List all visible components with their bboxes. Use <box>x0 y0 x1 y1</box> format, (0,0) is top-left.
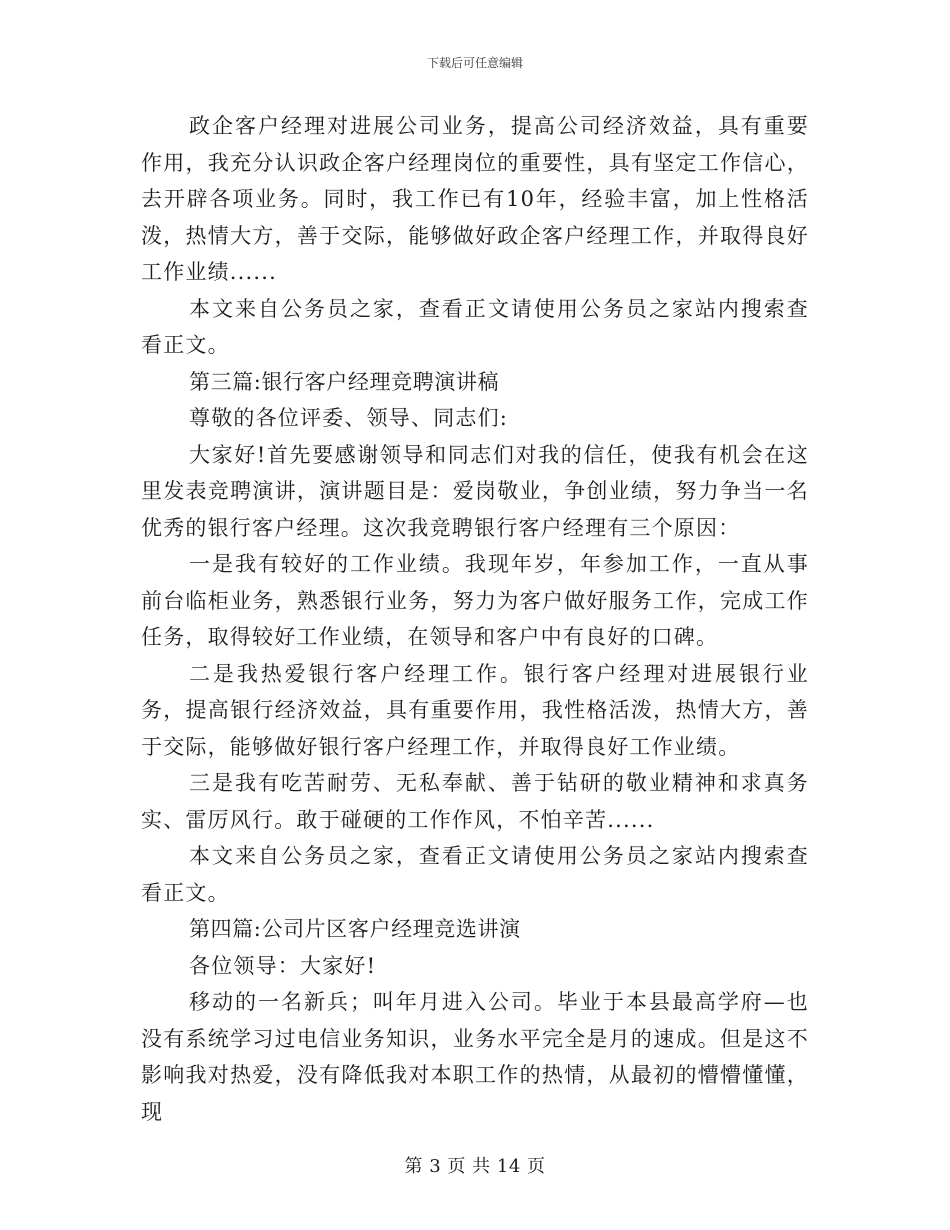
footer-suffix: 页 <box>527 1156 546 1177</box>
paragraph: 三是我有吃苦耐劳、无私奉献、善于钻研的敬业精神和求真务实、雷厉风行。敢于碰硬的工作作风，不怕辛苦...... <box>141 771 809 832</box>
paragraph: 大家好!首先要感谢领导和同志们对我的信任，使我有机会在这里发表竞聘演讲，演讲题目是：爱岗敬业，争创业绩，努力争当一名优秀的银行客户经理。这次我竞聘银行客户经理有三个原因： <box>141 442 809 540</box>
total-page-count: 14 <box>496 1156 521 1177</box>
section-heading: 第三篇:银行客户经理竞聘演讲稿 <box>189 369 500 394</box>
paragraph: 一是我有较好的工作业绩。我现年岁，年参加工作，一直从事前台临柜业务，熟悉银行业务，努力为客户做好服务工作，完成工作任务，取得较好工作业绩，在领导和客户中有良好的口碑。 <box>141 552 809 649</box>
current-page-number: 3 <box>429 1156 442 1177</box>
footer-middle: 页 共 <box>447 1156 491 1177</box>
paragraph: 政企客户经理对进展公司业务，提高公司经济效益，具有重要作用，我充分认识政企客户经理岗位的重要性，具有坚定工作信心，去开辟各项业务。同时，我工作已有10年，经验丰富，加上性格活泼，热情大方，善于交际，能够做好政企客户经理工作，并取得良好工作业绩...... <box>141 114 809 284</box>
paragraph: 本文来自公务员之家，查看正文请使用公务员之家站内搜索查看正文。 <box>141 844 809 905</box>
section-heading: 第四篇:公司片区客户经理竞选讲演 <box>189 917 521 941</box>
paragraph: 本文来自公务员之家，查看正文请使用公务员之家站内搜索查看正文。 <box>141 296 809 357</box>
page-footer <box>0 1152 950 1178</box>
footer-prefix: 第 <box>404 1156 423 1177</box>
page-header: 下载后可任意编辑 <box>426 56 523 70</box>
paragraph: 二是我热爱银行客户经理工作。银行客户经理对进展银行业务，提高银行经济效益，具有重要作用，我性格活泼，热情大方，善于交际，能够做好银行客户经理工作，并取得良好工作业绩。 <box>141 661 809 759</box>
paragraph: 移动的一名新兵；叫年月进入公司。毕业于本县最高学府—也没有系统学习过电信业务知识，业务水平完全是月的速成。但是这不影响我对热爱，没有降低我对本职工作的热情，从最初的懵懵懂懂，现 <box>141 990 809 1124</box>
salutation: 尊敬的各位评委、领导、同志们: <box>189 406 509 430</box>
document-body <box>141 108 809 1130</box>
salutation: 各位领导：大家好! <box>189 953 377 978</box>
